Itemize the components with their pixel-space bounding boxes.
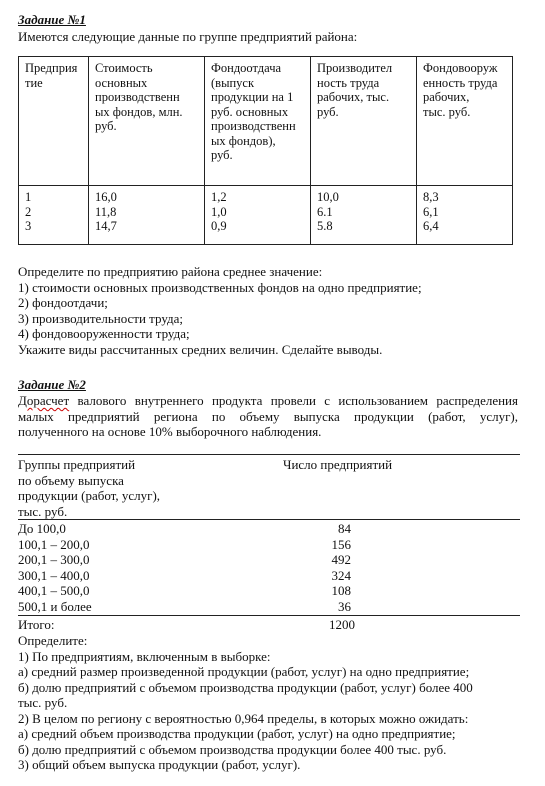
question-line: тыс. руб. (18, 695, 68, 710)
header-line: Предприя (25, 61, 78, 75)
total-label: Итого: (18, 617, 55, 632)
header-line: руб. (317, 104, 339, 119)
header-line: продукции на 1 (211, 90, 294, 104)
group-label: До 100,0 (18, 521, 66, 536)
table-cell: 14,7 (95, 219, 117, 233)
intro-line: малых предприятий региона по объему выпуска продукции (работ, услуг), (18, 408, 518, 424)
header-line: Фондоотдача (211, 61, 282, 75)
group-label: 300,1 – 400,0 (18, 567, 90, 583)
task2-intro (18, 393, 518, 440)
total-rule (18, 615, 520, 616)
question-line: Определите по предприятию района среднее значение: (18, 264, 323, 279)
header-line: руб. (95, 119, 117, 133)
intro-first-word: Дорасчет (18, 393, 70, 408)
group-count: 156 (331, 536, 351, 552)
header-line: Группы предприятий (18, 457, 136, 472)
header-line: тие (25, 75, 43, 90)
header-line: по объему выпуска (18, 472, 124, 488)
table-cell: 10,0 (317, 190, 339, 204)
question-line: 1) стоимости основных производственных фондов на одно предприятие; (18, 279, 422, 295)
group-label: 400,1 – 500,0 (18, 583, 90, 598)
table-cell: 2 (25, 204, 32, 219)
task2-heading: Задание №2 (18, 377, 86, 392)
task2-group-counts (300, 521, 351, 614)
task1-col-labor-productivity (311, 186, 417, 245)
header-line: ых фондов), (211, 133, 276, 148)
table-cell: 1,0 (211, 204, 227, 219)
header-line: рабочих, тыс. (317, 90, 390, 104)
group-count: 84 (338, 521, 351, 536)
task1-questions (18, 264, 422, 357)
question-line: б) долю предприятий с объемом производства продукции (работ, услуг) более 400 (18, 679, 473, 695)
header-line: Производител (317, 61, 393, 75)
header-line: руб. (211, 148, 233, 162)
group-label: 200,1 – 300,0 (18, 552, 90, 567)
question-line: 3) производительности труда; (18, 310, 184, 326)
task1-col-header (89, 57, 205, 186)
group-count: 108 (331, 583, 351, 598)
header-line: продукции (работ, услуг), (18, 488, 161, 503)
table-cell: 6,1 (423, 204, 439, 219)
intro-line: полученного на основе 10% выборочного наблюдения. (18, 424, 322, 439)
task1-col-header (19, 57, 89, 186)
table-cell: 3 (25, 219, 32, 233)
header-line: производственн (95, 90, 180, 104)
task2-group-labels (18, 521, 92, 614)
question-line: 2) В целом по региону с вероятностью 0,964 пределы, в которых можно ожидать: (18, 710, 469, 726)
header-line: ность труда (317, 75, 380, 90)
table-cell: 16,0 (95, 190, 117, 204)
table-top-rule (18, 454, 520, 455)
question-line: а) средний объем производства продукции (работ, услуг) на одно предприятие; (18, 726, 456, 741)
header-line: руб. основных (211, 104, 289, 119)
task1-table-data-row (19, 186, 513, 245)
question-line: Укажите виды рассчитанных средних величин. Сделайте выводы. (18, 341, 383, 357)
task1-col-header (205, 57, 311, 186)
table-cell: 6,4 (423, 219, 439, 233)
table-cell: 8,3 (423, 190, 439, 204)
table-cell: 1,2 (211, 190, 227, 204)
task1-col-header (311, 57, 417, 186)
task1-col-capital-ratio (417, 186, 513, 245)
task1-table (18, 56, 513, 245)
group-count: 324 (331, 567, 351, 583)
intro-line1-rest: валового внутреннего продукта провели с использованием распределения (69, 393, 518, 408)
question-line: 4) фондовооруженности труда; (18, 326, 190, 341)
header-line: рабочих, (423, 90, 470, 104)
header-line: (выпуск (211, 75, 255, 90)
table-cell: 6.1 (317, 204, 333, 219)
task2-col2-header: Число предприятий (283, 457, 393, 472)
header-line: енность труда (423, 75, 498, 90)
group-label: 100,1 – 200,0 (18, 536, 90, 552)
question-line: 2) фондоотдачи; (18, 295, 108, 310)
header-bottom-rule (18, 519, 520, 520)
header-line: производственн (211, 119, 296, 133)
task1-table-header-row (19, 57, 513, 186)
question-line: а) средний размер произведенной продукции (работ, услуг) на одно предприятие; (18, 664, 470, 679)
question-line: 3) общий объем выпуска продукции (работ, услуг). (18, 757, 301, 772)
table-cell: 11,8 (95, 204, 117, 219)
header-line: тыс. руб. (423, 104, 471, 119)
header-line: тыс. руб. (18, 503, 68, 519)
task1-col-header (417, 57, 513, 186)
table-cell: 5.8 (317, 219, 333, 233)
task2-col1-header (18, 457, 160, 519)
task1-col-enterprise (19, 186, 89, 245)
group-label: 500,1 и более (18, 598, 92, 614)
group-count: 36 (338, 598, 351, 614)
header-line: Стоимость (95, 61, 153, 75)
header-line: Фондовооруж (423, 61, 498, 75)
table-cell: 1 (25, 190, 32, 204)
intro-line (18, 393, 518, 409)
question-line: 1) По предприятиям, включенным в выборке: (18, 648, 271, 664)
header-line: ых фондов, млн. (95, 104, 183, 119)
group-count: 492 (331, 552, 351, 567)
task1-col-capital-productivity (205, 186, 311, 245)
question-line: б) долю предприятий с объемом производства продукции более 400 тыс. руб. (18, 741, 447, 757)
total-value: 1200 (329, 617, 355, 632)
task1-heading: Задание №1 (18, 12, 86, 27)
task2-questions (18, 633, 473, 773)
task1-intro: Имеются следующие данные по группе предприятий района: (18, 29, 358, 44)
header-line: основных (95, 75, 148, 90)
question-line: Определите: (18, 633, 88, 648)
table-cell: 0,9 (211, 219, 227, 233)
task1-col-fixed-assets (89, 186, 205, 245)
